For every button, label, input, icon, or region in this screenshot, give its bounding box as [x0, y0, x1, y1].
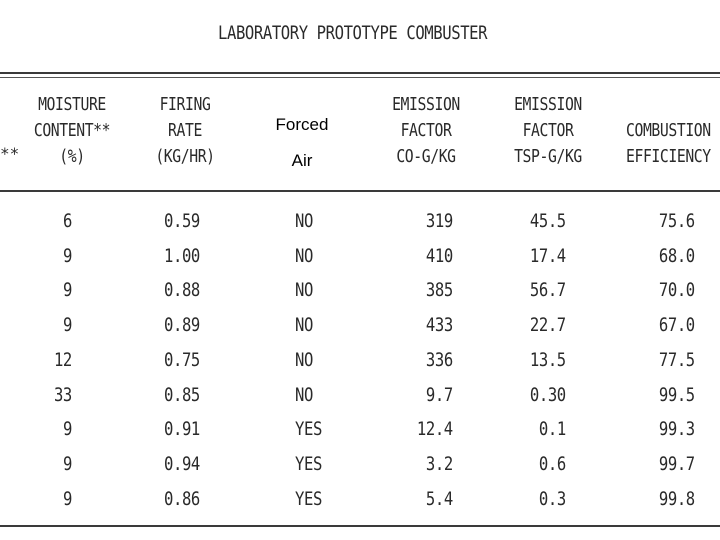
cell-eff: 99.8 [659, 487, 695, 510]
cell-rate: 0.88 [164, 279, 200, 302]
cell-co: 433 [426, 314, 453, 337]
cell-tsp: 56.7 [530, 279, 566, 302]
cell-moisture: 12 [54, 348, 72, 371]
cell-co: 3.2 [426, 452, 453, 475]
cell-co: 336 [426, 348, 453, 371]
header-line: (KG/HR) [155, 146, 215, 167]
cell-forced: YES [295, 418, 322, 441]
cell-forced: YES [295, 452, 322, 475]
cell-tsp: 17.4 [530, 244, 566, 267]
header-line: (%) [59, 146, 85, 167]
header-line: CONTENT** [33, 120, 111, 141]
top-rule-thin [0, 77, 720, 78]
cell-co: 12.4 [417, 418, 453, 441]
header-line: TSP-G/KG [514, 146, 582, 167]
header-combustion-efficiency [626, 118, 711, 170]
header-line: EFFICIENCY [626, 146, 711, 167]
cell-tsp: 45.5 [530, 210, 566, 232]
cell-eff: 75.6 [659, 210, 695, 232]
cell-rate: 1.00 [164, 244, 200, 267]
cell-moisture: 9 [63, 244, 72, 267]
cell-forced: NO [295, 314, 313, 337]
header-line: Forced [275, 115, 329, 134]
header-line: EMISSION [392, 94, 460, 115]
cell-moisture: 9 [63, 418, 72, 441]
cell-eff: 67.0 [659, 314, 695, 337]
cell-co: 385 [426, 279, 453, 302]
header-line: RATE [168, 120, 202, 141]
cell-forced: NO [295, 210, 313, 232]
cell-eff: 99.5 [659, 383, 695, 406]
cell-moisture: 9 [63, 314, 72, 337]
cell-rate: 0.59 [164, 210, 200, 232]
cell-eff: 70.0 [659, 279, 695, 302]
cell-rate: 0.75 [164, 348, 200, 371]
cell-co: 410 [426, 244, 453, 267]
cell-rate: 0.94 [164, 452, 200, 475]
header-rule [0, 190, 720, 192]
cell-moisture: 33 [54, 383, 72, 406]
top-rule [0, 72, 720, 74]
cell-forced: YES [295, 487, 322, 510]
table-title: LABORATORY PROTOTYPE COMBUSTER [218, 22, 488, 44]
cell-forced: NO [295, 348, 313, 371]
cell-co: 5.4 [426, 487, 453, 510]
cell-moisture: 9 [63, 487, 72, 510]
cell-tsp: 13.5 [530, 348, 566, 371]
cell-tsp: 0.3 [539, 487, 566, 510]
cell-forced: NO [295, 383, 313, 406]
header-line: FIRING [159, 94, 211, 115]
cell-forced: NO [295, 279, 313, 302]
header-line: COMBUSTION [626, 120, 711, 141]
header-line: MOISTURE [38, 94, 106, 115]
cell-tsp: 0.30 [530, 383, 566, 406]
header-moisture-content [31, 92, 113, 170]
stray-footnote-mark: ** [0, 144, 20, 163]
cell-tsp: 22.7 [530, 314, 566, 337]
header-line: CO-G/KG [396, 146, 456, 167]
cell-tsp: 0.1 [539, 418, 566, 441]
cell-moisture: 9 [63, 452, 72, 475]
cell-eff: 77.5 [659, 348, 695, 371]
header-line: EMISSION [514, 94, 582, 115]
header-tsp-emission [505, 92, 590, 170]
header-firing-rate [148, 92, 222, 170]
cell-eff: 99.7 [659, 452, 695, 475]
cell-rate: 0.85 [164, 383, 200, 406]
cell-moisture: 6 [63, 210, 72, 232]
header-line: FACTOR [522, 120, 574, 141]
cell-forced: NO [295, 244, 313, 267]
cell-rate: 0.91 [164, 418, 200, 441]
cell-eff: 68.0 [659, 244, 695, 267]
cell-moisture: 9 [63, 279, 72, 302]
cell-co: 9.7 [426, 383, 453, 406]
bottom-rule [0, 525, 720, 527]
header-co-emission [385, 92, 467, 170]
header-forced-air [250, 107, 354, 179]
cell-eff: 99.3 [659, 418, 695, 441]
cell-rate: 0.86 [164, 487, 200, 510]
cell-co: 319 [426, 210, 453, 232]
cell-rate: 0.89 [164, 314, 200, 337]
header-line: FACTOR [400, 120, 452, 141]
header-line: Air [291, 151, 313, 170]
cell-tsp: 0.6 [539, 452, 566, 475]
